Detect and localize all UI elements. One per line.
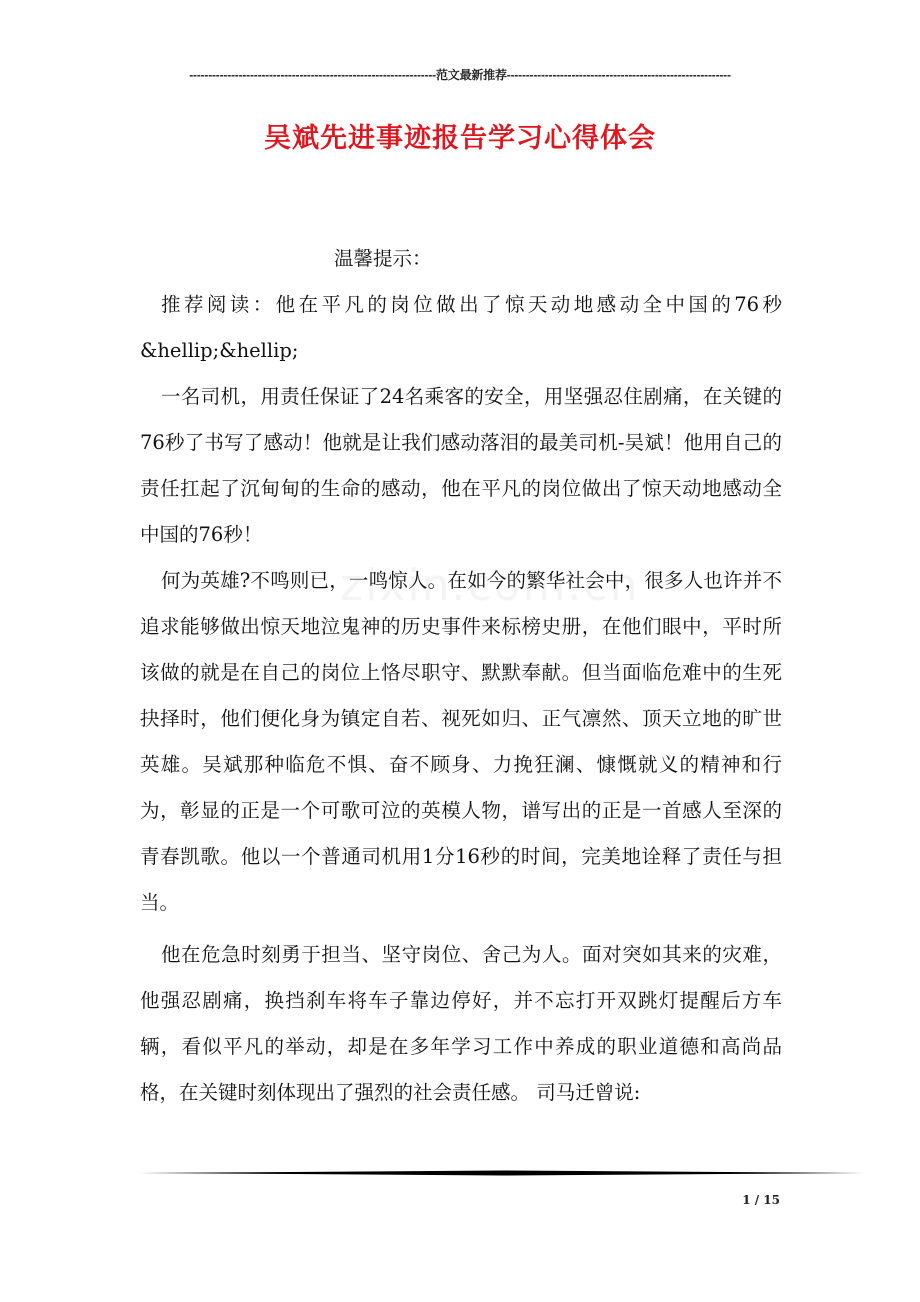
document-title: 吴斌先进事迹报告学习心得体会 (264, 123, 656, 154)
footer-divider (140, 1167, 864, 1181)
tip-heading: 温馨提示： (334, 247, 432, 270)
header-rule: -----------------------------------------------------------------范文最新推荐----------------------------------------------------------- (189, 68, 731, 82)
page-number: 1 / 15 (742, 1193, 780, 1207)
document-body (140, 236, 782, 1116)
paragraph-4: 他在危急时刻勇于担当、坚守岗位、舍己为人。面对突如其来的灾难，他强忍剧痛，换挡刹车将车子靠边停好，并不忘打开双跳灯提醒后方车辆，看似平凡的举动，却是在多年学习工作中养成的职业道德和高尚品格，在关键时刻体现出了强烈的社会责任感。 司马迁曾说: (140, 943, 782, 1104)
paragraph-2: 一名司机，用责任保证了24名乘客的安全，用坚强忍住剧痛，在关键的76秒了书写了感动！他就是让我们感动落泪的最美司机-吴斌！他用自己的责任扛起了沉甸甸的生命的感动，他在平凡的岗位做出了惊天动地感动全中国的76秒！ (140, 385, 782, 546)
paragraph-3: 何为英雄?不鸣则已，一鸣惊人。在如今的繁华社会中，很多人也许并不追求能够做出惊天地泣鬼神的历史事件来标榜史册，在他们眼中，平时所该做的就是在自己的岗位上恪尽职守、默默奉献。但当面临危难中的生死抉择时，他们便化身为镇定自若、视死如归、正气凛然、顶天立地的旷世英雄。吴斌那种临危不惧、奋不顾身、力挽狂澜、慷慨就义的精神和行为，彰显的正是一个可歌可泣的英模人物，谱写出的正是一首感人至深的青春凯歌。他以一个普通司机用1分16秒的时间，完美地诠释了责任与担当。 (140, 569, 782, 914)
paragraph-1: 推荐阅读：他在平凡的岗位做出了惊天动地感动全中国的76秒&hellip;&hellip; (140, 293, 782, 362)
